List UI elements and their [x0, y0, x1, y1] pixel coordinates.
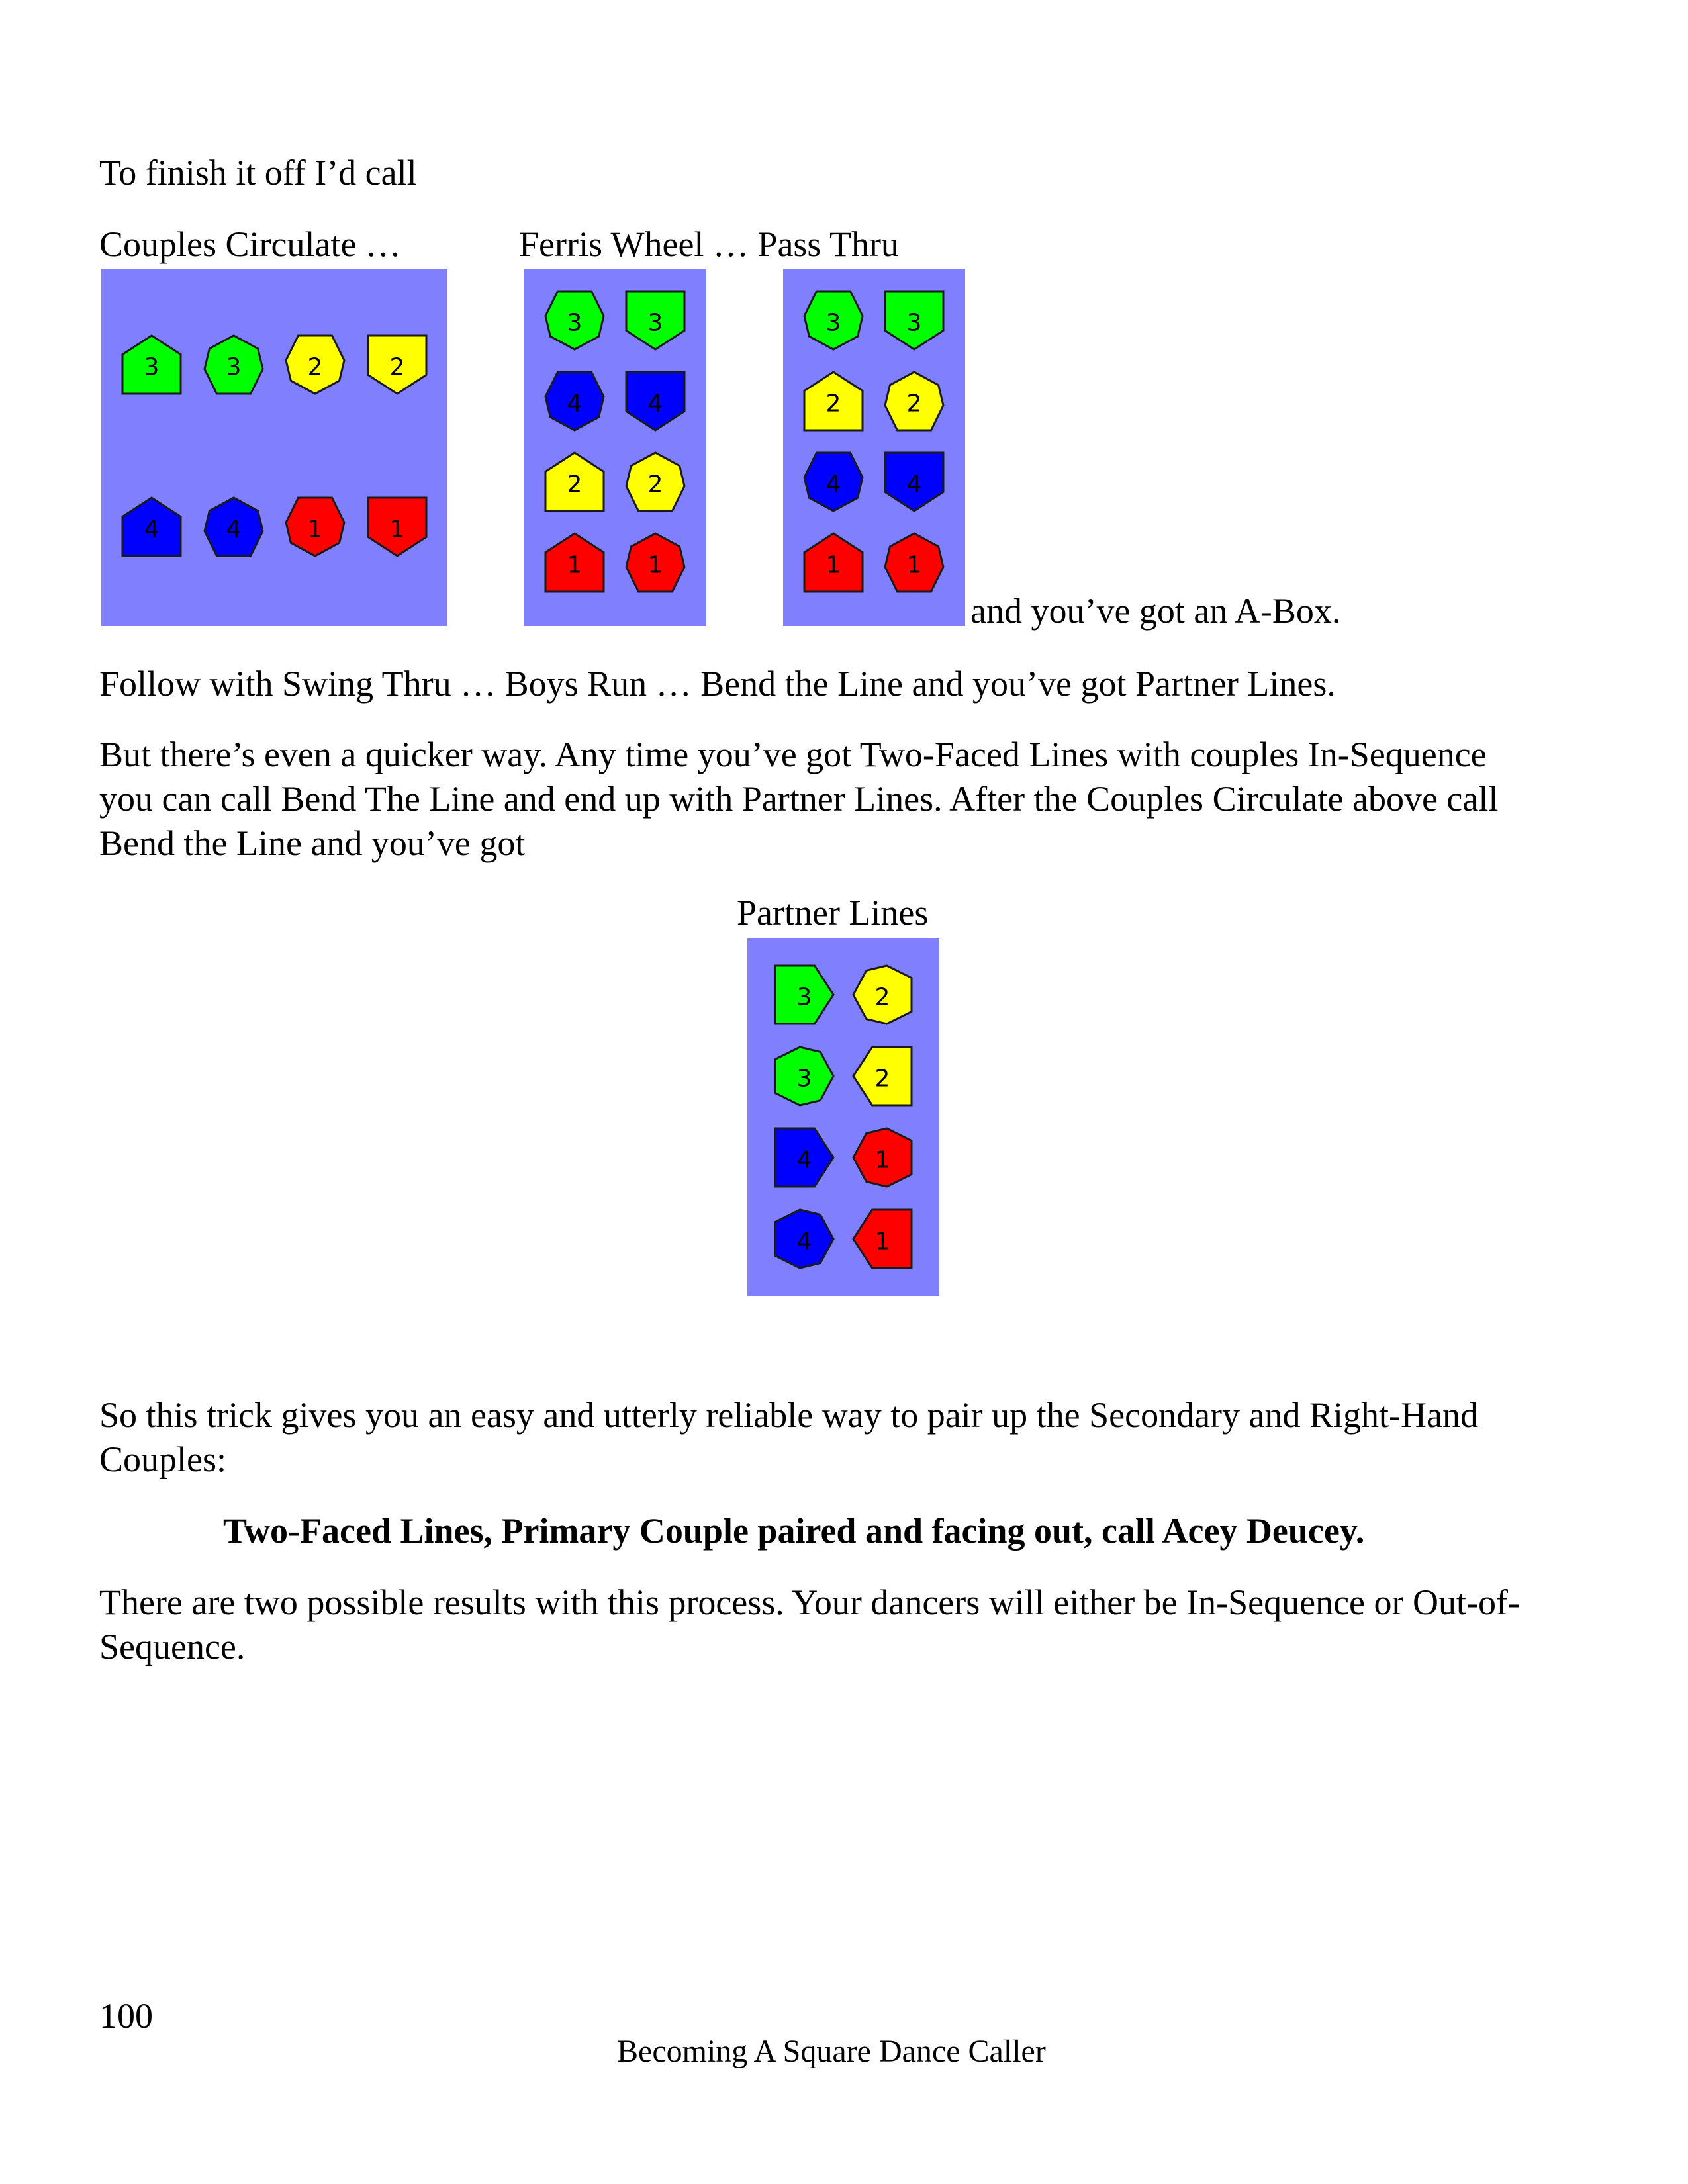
dancer-number: 1 [874, 1228, 890, 1255]
intro-text: To finish it off I’d call [99, 153, 417, 193]
dancer-couple-3-boy [885, 291, 943, 349]
dancer-number: 1 [874, 1146, 890, 1174]
caption-ferris-wheel-pass-thru: Ferris Wheel … Pass Thru [519, 224, 899, 264]
dancer-number: 4 [796, 1228, 812, 1255]
dancer-number: 3 [647, 309, 663, 337]
caption-partner-lines: Partner Lines [737, 893, 929, 933]
page-number: 100 [99, 1996, 153, 2036]
dancer-number: 4 [796, 1146, 812, 1174]
rule-statement: Two-Faced Lines, Primary Couple paired and facing out, call Acey Deucey. [223, 1511, 1365, 1551]
dancer-number: 3 [226, 353, 242, 381]
dancer-couple-2-boy [853, 1047, 912, 1105]
dancer-couple-3-girl [545, 291, 604, 349]
dancer-couple-4-boy [122, 498, 181, 556]
dancer-couple-4-boy [626, 372, 684, 430]
dancer-number: 1 [307, 516, 323, 543]
dancer-number: 3 [144, 353, 160, 381]
dancer-number: 1 [906, 551, 922, 579]
dancer-couple-1-boy [804, 533, 863, 592]
dancer-number: 3 [796, 1065, 812, 1093]
trick-paragraph: So this trick gives you an easy and utterly reliable way to pair up the Secondary and Right-Hand Couples: [99, 1395, 1478, 1479]
dancer-couple-4-girl [545, 372, 604, 430]
dancer-couple-2-girl [885, 372, 943, 430]
dancer-couple-3-girl [775, 1047, 833, 1105]
dancer-couple-3-girl [804, 291, 863, 349]
dancer-number: 4 [226, 516, 242, 543]
dancer-couple-1-girl [286, 498, 344, 556]
dancer-couple-1-boy [545, 533, 604, 592]
dancer-number: 2 [874, 983, 890, 1011]
dancer-couple-1-boy [368, 498, 426, 556]
dancer-number: 4 [567, 390, 583, 418]
dancer-couple-1-girl [626, 533, 684, 592]
dancer-number: 2 [389, 353, 405, 381]
caption-couples-circulate: Couples Circulate … [99, 224, 401, 264]
follow-paragraph: Follow with Swing Thru … Boys Run … Bend the Line and you’ve got Partner Lines. [99, 664, 1336, 704]
dancer-number: 3 [796, 983, 812, 1011]
dancer-couple-2-girl [626, 453, 684, 511]
dancer-couple-3-boy [122, 336, 181, 394]
diagram-couples-circulate [101, 269, 447, 626]
dancer-couple-4-boy [775, 1128, 833, 1187]
diagram-ferris-wheel [524, 269, 706, 626]
dancer-number: 1 [825, 551, 841, 579]
dancer-number: 3 [567, 309, 583, 337]
dancer-number: 2 [874, 1065, 890, 1093]
dancer-number: 2 [825, 390, 841, 418]
caption-a-box: and you’ve got an A-Box. [970, 591, 1341, 631]
quicker-way-paragraph: But there’s even a quicker way. Any time you’ve got Two-Faced Lines with couples In-Sequence you can call Bend The Line and end up with Partner Lines. After the Couples Circulate above call Bend the Line and you’ve got [99, 735, 1499, 863]
results-paragraph: There are two possible results with this process. Your dancers will either be In-Sequence or Out-of-Sequence. [99, 1582, 1520, 1666]
dancer-couple-4-girl [804, 453, 863, 511]
dancer-couple-2-boy [804, 372, 863, 430]
dancer-couple-4-girl [775, 1210, 833, 1268]
diagram-partner-lines [747, 938, 939, 1296]
dancer-couple-3-boy [775, 966, 833, 1024]
dancer-number: 1 [567, 551, 583, 579]
dancer-couple-2-boy [545, 453, 604, 511]
dancer-number: 2 [906, 390, 922, 418]
dancer-number: 4 [647, 390, 663, 418]
dancer-couple-4-boy [885, 453, 943, 511]
dancer-couple-1-girl [885, 533, 943, 592]
dancer-couple-3-boy [626, 291, 684, 349]
dancer-couple-2-girl [853, 966, 912, 1024]
dancer-couple-2-boy [368, 336, 426, 394]
dancer-number: 3 [906, 309, 922, 337]
dancer-number: 2 [307, 353, 323, 381]
dancer-number: 4 [906, 471, 922, 498]
dancer-number: 4 [144, 516, 160, 543]
footer-book-title: Becoming A Square Dance Caller [617, 2034, 1046, 2069]
dancer-number: 3 [825, 309, 841, 337]
dancer-couple-3-girl [205, 336, 263, 394]
dancer-couple-4-girl [205, 498, 263, 556]
dancer-number: 4 [825, 471, 841, 498]
dancer-number: 1 [647, 551, 663, 579]
dancer-number: 1 [389, 516, 405, 543]
dancer-number: 2 [647, 471, 663, 498]
dancer-couple-1-girl [853, 1128, 912, 1187]
dancer-couple-1-boy [853, 1210, 912, 1268]
dancer-number: 2 [567, 471, 583, 498]
dancer-couple-2-girl [286, 336, 344, 394]
diagram-pass-thru [783, 269, 965, 626]
